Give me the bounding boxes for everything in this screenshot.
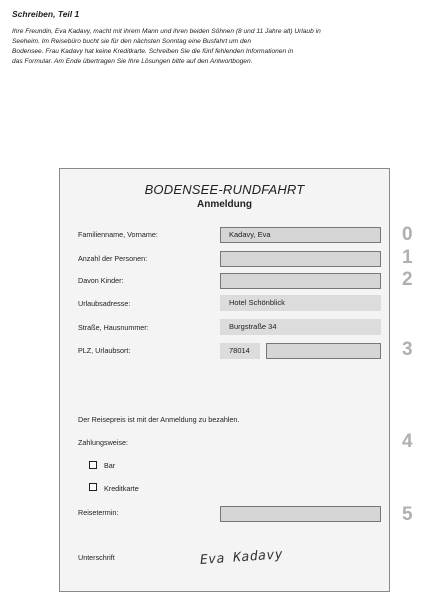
cash-label: Bar: [104, 461, 116, 470]
payment-label: Zahlungsweise:: [78, 438, 128, 447]
zip-field: 78014: [220, 343, 260, 359]
children-label: Davon Kinder:: [78, 276, 124, 285]
task-instructions: [12, 27, 437, 67]
registration-form: [59, 168, 390, 592]
name-field[interactable]: Kadavy, Eva: [220, 227, 381, 243]
form-title: BODENSEE-RUNDFAHRT: [144, 182, 305, 197]
children-field[interactable]: [220, 273, 381, 289]
signature: Eva Kadavy: [199, 547, 284, 568]
persons-field[interactable]: [220, 251, 381, 267]
answer-marker-4: 4: [402, 431, 413, 452]
form-subtitle: Anmeldung: [197, 199, 252, 210]
instruction-line: Ihre Freundin, Eva Kadavy, macht mit ihrem Mann und ihren beiden Söhnen (8 und 11 Jahre alt) Urlaub in: [12, 28, 321, 35]
name-label: Familienname, Vorname:: [78, 230, 158, 239]
answer-marker-3: 3: [402, 339, 413, 360]
instruction-line: das Formular. Am Ende übertragen Sie Ihre Lösungen bitte auf den Antwortbogen.: [12, 58, 253, 65]
answer-marker-1: 1: [402, 247, 413, 268]
zip-city-label: PLZ, Urlaubsort:: [78, 346, 131, 355]
credit-card-checkbox[interactable]: [89, 483, 97, 491]
travel-date-field[interactable]: [220, 506, 381, 522]
persons-label: Anzahl der Personen:: [78, 254, 148, 263]
cash-checkbox[interactable]: [89, 461, 97, 469]
answer-marker-2: 2: [402, 269, 413, 290]
street-label: Straße, Hausnummer:: [78, 323, 149, 332]
signature-label: Unterschrift: [78, 553, 115, 562]
holiday-address-label: Urlaubsadresse:: [78, 299, 131, 308]
instruction-line: Seeheim. Im Reisebüro bucht sie für den nächsten Sonntag eine Busfahrt um den: [12, 38, 251, 45]
city-field[interactable]: [266, 343, 381, 359]
street-field: Burgstraße 34: [220, 319, 381, 335]
holiday-address-field: Hotel Schönblick: [220, 295, 381, 311]
travel-date-label: Reisetermin:: [78, 508, 119, 517]
credit-card-label: Kreditkarte: [104, 484, 139, 493]
payment-note: Der Reisepreis ist mit der Anmeldung zu bezahlen.: [78, 415, 240, 424]
instruction-line: Bodensee. Frau Kadavy hat keine Kreditkarte. Schreiben Sie die fünf fehlenden Informationen in: [12, 48, 294, 55]
task-title: Schreiben, Teil 1: [12, 9, 80, 19]
answer-marker-0: 0: [402, 224, 413, 245]
answer-marker-5: 5: [402, 504, 413, 525]
